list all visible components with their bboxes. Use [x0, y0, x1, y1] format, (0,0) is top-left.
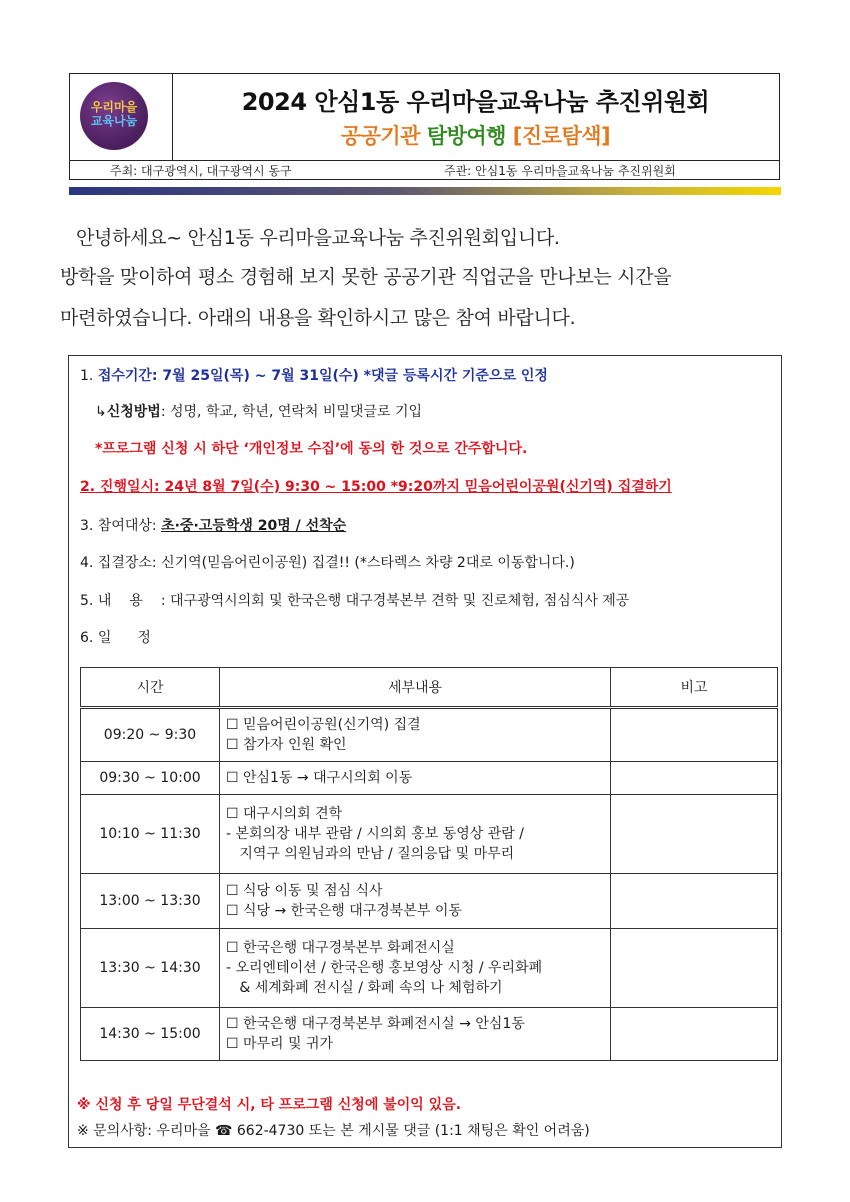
meeting-place: 4. 집결장소: 신기역(믿음어린이공원) 집결!! (*스타렉스 차량 2대로 이동합니다.): [80, 555, 575, 571]
intro-line-1: 안녕하세요~ 안심1동 우리마을교육나눔 추진위원회입니다.: [76, 227, 560, 249]
row-note: [611, 762, 778, 795]
table-row: [81, 708, 778, 762]
row-detail: [220, 1008, 611, 1061]
row-detail: [220, 874, 611, 929]
row-note: [611, 795, 778, 874]
apply-period-number: 1.: [80, 368, 98, 384]
privacy-notice: *프로그램 신청 시 하단 ‘개인정보 수집’에 동의 한 것으로 간주합니다.: [95, 441, 528, 457]
table-row: [81, 929, 778, 1008]
row-detail: [220, 929, 611, 1008]
organizer-credit: [444, 162, 676, 179]
row-detail: [220, 708, 611, 762]
detail-line: ☐ 식당 → 한국은행 대구경북본부 이동: [226, 903, 462, 919]
detail-line: - 오리엔테이션 / 한국은행 홍보영상 시청 / 우리화폐: [226, 960, 543, 976]
column-header-detail: 세부내용: [220, 668, 611, 708]
table-row: [81, 795, 778, 874]
apply-method-value: : 성명, 학교, 학년, 연락처 비밀댓글로 기입: [160, 404, 422, 420]
subtitle-part-3: [진로탐색]: [512, 124, 611, 148]
row-detail: [220, 762, 611, 795]
schedule-number: 6.: [80, 630, 98, 646]
row-time: 14:30 ~ 15:00: [81, 1008, 220, 1061]
page-subtitle: [172, 120, 779, 150]
content-number: 5.: [80, 593, 98, 609]
schedule-table: [80, 667, 778, 1061]
table-row: [81, 874, 778, 929]
header-divider-bar: [69, 187, 781, 195]
row-note: [611, 708, 778, 762]
participants-label: 3. 참여대상:: [80, 518, 162, 534]
row-note: [611, 874, 778, 929]
logo-cell: [70, 74, 173, 160]
intro-line-3: 마련하였습니다. 아래의 내용을 확인하시고 많은 참여 바랍니다.: [60, 307, 576, 329]
content-value: : 대구광역시의회 및 한국은행 대구경북본부 견학 및 진로체험, 점심식사 제공: [160, 593, 630, 609]
row-time: 10:10 ~ 11:30: [81, 795, 220, 874]
logo-line-1: 우리마을: [90, 100, 138, 114]
content-label: 내용: [97, 593, 161, 609]
schedule-heading: [80, 627, 177, 647]
apply-method-label: 신청방법: [106, 404, 161, 420]
row-time: 09:30 ~ 10:00: [81, 762, 220, 795]
detail-line: & 세계화폐 전시실 / 화폐 속의 나 체험하기: [226, 980, 503, 996]
table-row: [81, 1008, 778, 1061]
arrow-icon: ↳: [95, 404, 107, 420]
host-value: 대구광역시, 대구광역시 동구: [141, 164, 292, 178]
program-content: [80, 590, 629, 610]
intro-line-2: 방학을 맞이하여 평소 경험해 보지 못한 공공기관 직업군을 만나보는 시간을: [60, 266, 672, 288]
detail-line: ☐ 식당 이동 및 점심 식사: [226, 883, 383, 899]
subtitle-part-2: 탐방여행: [426, 124, 506, 148]
logo-text: [86, 100, 142, 128]
details-box: [68, 355, 782, 1148]
detail-line: ☐ 마무리 및 귀가: [226, 1036, 334, 1052]
event-date: 2. 진행일시: 24년 8월 7일(수) 9:30 ~ 15:00 *9:20까지 믿음어린이공원(신기역) 집결하기: [80, 479, 672, 495]
header-credits-row: [70, 160, 779, 179]
schedule-header-row: [81, 668, 778, 708]
column-header-time: 시간: [81, 668, 220, 708]
participants: [80, 515, 346, 535]
schedule-label: 일정: [97, 630, 177, 646]
apply-period: [80, 365, 548, 385]
organizer-value: 안심1동 우리마을교육나눔 추진위원회: [475, 164, 676, 178]
row-note: [611, 1008, 778, 1061]
subtitle-part-1: 공공기관: [340, 124, 421, 148]
apply-method: [95, 401, 422, 421]
header-box: [69, 73, 780, 180]
detail-line: ☐ 참가자 인원 확인: [226, 737, 347, 753]
organizer-label: 주관:: [444, 164, 476, 178]
row-time: 09:20 ~ 9:30: [81, 708, 220, 762]
detail-line: ☐ 믿음어린이공원(신기역) 집결: [226, 717, 421, 733]
apply-period-text: 접수기간: 7월 25일(목) ~ 7월 31일(수) *댓글 등록시간 기준으로 인정: [97, 368, 548, 384]
detail-line: ☐ 대구시의회 견학: [226, 806, 343, 822]
host-credit: [110, 162, 292, 179]
column-header-note: 비고: [611, 668, 778, 708]
row-note: [611, 929, 778, 1008]
host-label: 주최:: [110, 164, 142, 178]
row-time: 13:30 ~ 14:30: [81, 929, 220, 1008]
participants-value: 초·중·고등학생 20명 / 선착순: [161, 518, 347, 534]
row-time: 13:00 ~ 13:30: [81, 874, 220, 929]
detail-line: ☐ 한국은행 대구경북본부 화폐전시실: [226, 940, 455, 956]
detail-line: - 본회의장 내부 관람 / 시의회 홍보 동영상 관람 /: [226, 826, 524, 842]
row-detail: [220, 795, 611, 874]
absence-warning: ※ 신청 후 당일 무단결석 시, 타 프로그램 신청에 불이익 있음.: [77, 1097, 462, 1113]
contact-info: ※ 문의사항: 우리마을 ☎ 662-4730 또는 본 게시물 댓글 (1:1 채팅은 확인 어려움): [77, 1123, 590, 1139]
logo-line-2: 교육나눔: [90, 114, 138, 128]
page-title: 2024 안심1동 우리마을교육나눔 추진위원회: [241, 88, 710, 116]
header-title-row: [70, 74, 779, 161]
village-education-logo: [80, 82, 148, 150]
table-row: [81, 762, 778, 795]
detail-line: ☐ 한국은행 대구경북본부 화폐전시실 → 안심1동: [226, 1016, 525, 1032]
detail-line: 지역구 의원님과의 만남 / 질의응답 및 마무리: [226, 846, 515, 862]
detail-line: ☐ 안심1동 → 대구시의회 이동: [226, 770, 413, 786]
